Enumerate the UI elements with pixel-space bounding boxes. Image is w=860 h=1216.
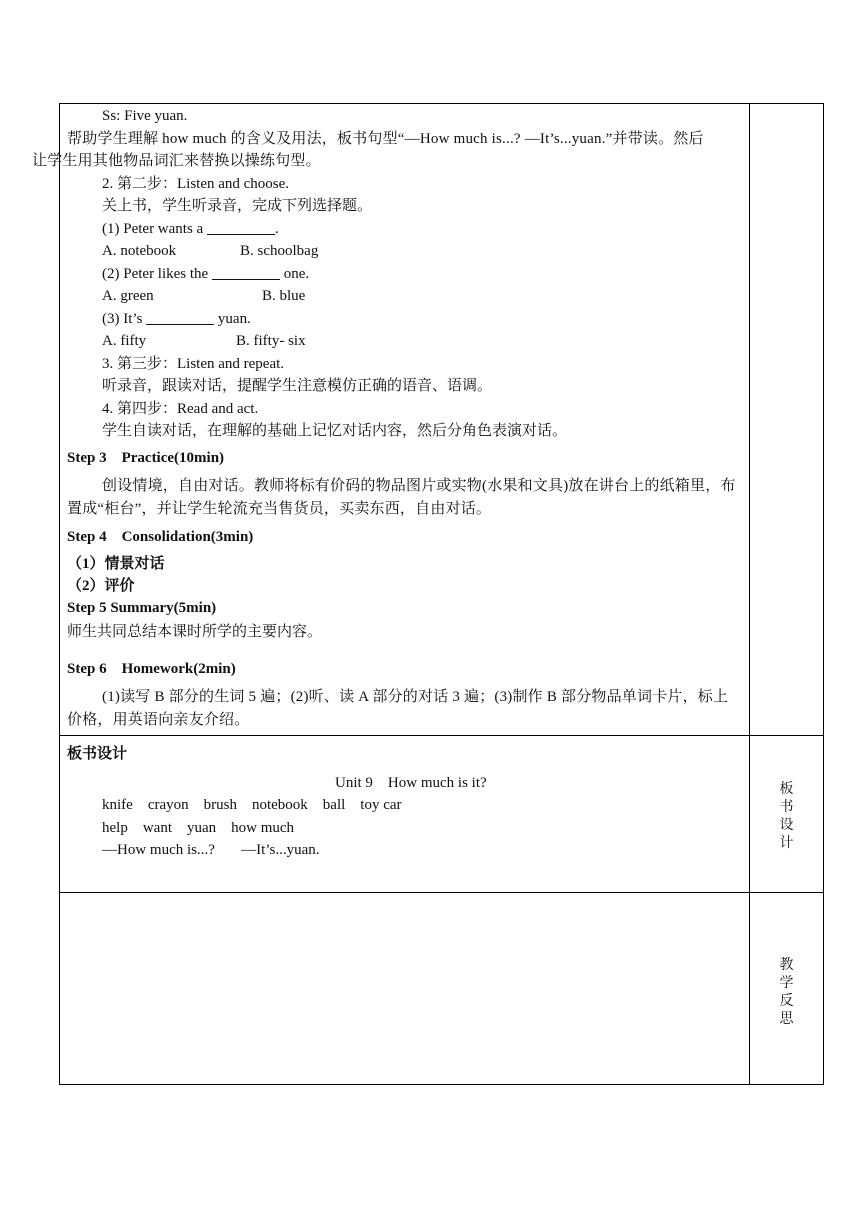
board-design-label <box>749 781 824 853</box>
step-4-item-1: （1）情景对话 <box>67 555 165 572</box>
question-2-suffix: one. <box>279 265 310 282</box>
label-char: 书 <box>779 800 794 815</box>
step-4-item-2: （2）评价 <box>67 577 135 594</box>
step-2-3-text: 听录音，跟读对话，提醒学生注意模仿正确的语音、语调。 <box>102 378 493 394</box>
label-char: 思 <box>779 1012 794 1027</box>
answer-blank <box>146 310 214 325</box>
step-4-heading: Step 4 Consolidation(3min) <box>67 529 254 545</box>
paragraph-text: 帮助学生理解 how much 的含义及用法，板书句型“—How much is...? —It’s...yuan.”并带读。然后让学生用其他物品词汇来替换以操练句型。 <box>32 130 704 169</box>
step-6-heading: Step 6 Homework(2min) <box>67 660 236 677</box>
option-b: B. fifty- six <box>236 333 306 349</box>
option-a: A. green <box>102 288 154 304</box>
step-3-heading: Step 3 Practice(10min) <box>67 449 225 466</box>
option-a: A. notebook <box>102 243 177 259</box>
board-sentence-pattern: —How much is...? —It’s...yuan. <box>102 842 320 858</box>
label-char: 反 <box>779 994 794 1009</box>
question-2-options <box>67 285 741 308</box>
step-2-3-title: 3. 第三步：Listen and repeat. <box>102 355 285 372</box>
table-border-bottom <box>59 1084 824 1085</box>
text-line: Ss: Five yuan. <box>102 108 188 124</box>
step-6-text: (1)读写 B 部分的生词 5 遍；(2)听、读 A 部分的对话 3 遍；(3)制作 B 部分物品单词卡片，标上价格，用英语向亲友介绍。 <box>67 689 729 728</box>
board-words-line-1: knife crayon brush notebook ball toy car <box>102 797 402 813</box>
step-2-4-text: 学生自读对话，在理解的基础上记忆对话内容，然后分角色表演对话。 <box>102 423 568 439</box>
table-border-right <box>823 103 824 1085</box>
row-divider-board <box>59 735 824 736</box>
question-3 <box>67 308 741 331</box>
option-a: A. fifty <box>102 333 147 349</box>
label-char: 学 <box>779 976 794 991</box>
label-char: 设 <box>779 818 794 833</box>
column-divider <box>749 103 750 1085</box>
text-paragraph <box>32 128 741 173</box>
reflection-label <box>749 957 824 1029</box>
board-design-cell <box>59 737 749 862</box>
question-3-options <box>67 330 741 353</box>
label-char: 教 <box>779 958 794 973</box>
option-b: B. schoolbag <box>240 243 319 259</box>
step-2-2-text: 关上书，学生听录音，完成下列选择题。 <box>102 198 373 214</box>
answer-blank <box>212 265 280 280</box>
question-2 <box>67 263 741 286</box>
row-divider-reflection <box>59 892 824 893</box>
label-char: 计 <box>779 836 794 851</box>
answer-blank <box>207 220 275 235</box>
board-words-line-2: help want yuan how much <box>102 819 295 836</box>
question-3-suffix: yuan. <box>214 310 251 327</box>
board-title: Unit 9 How much is it? <box>335 774 487 791</box>
table-border-top <box>59 103 824 104</box>
option-b: B. blue <box>262 288 306 304</box>
question-3-text: (3) It’s <box>102 310 143 327</box>
step-5-text: 师生共同总结本课时所学的主要内容。 <box>67 624 323 640</box>
board-heading: 板书设计 <box>67 746 128 762</box>
step-2-2-title: 2. 第二步：Listen and choose. <box>102 175 290 192</box>
step-3-text: 创设情境，自由对话。教师将标有价码的物品图片或实物(水果和文具)放在讲台上的纸箱里，布置成“柜台”，并让学生轮流充当售货员，买卖东西，自由对话。 <box>67 478 736 517</box>
question-1-text: (1) Peter wants a <box>102 220 204 237</box>
question-1-suffix: . <box>274 220 279 237</box>
teaching-process-cell <box>32 105 749 731</box>
question-2-text: (2) Peter likes the <box>102 265 209 282</box>
step-2-4-title: 4. 第四步：Read and act. <box>102 400 259 417</box>
question-1 <box>67 218 741 241</box>
step-5-heading: Step 5 Summary(5min) <box>67 599 217 616</box>
question-1-options <box>67 240 741 263</box>
lesson-plan-table <box>32 103 824 1085</box>
label-char: 板 <box>779 782 794 797</box>
